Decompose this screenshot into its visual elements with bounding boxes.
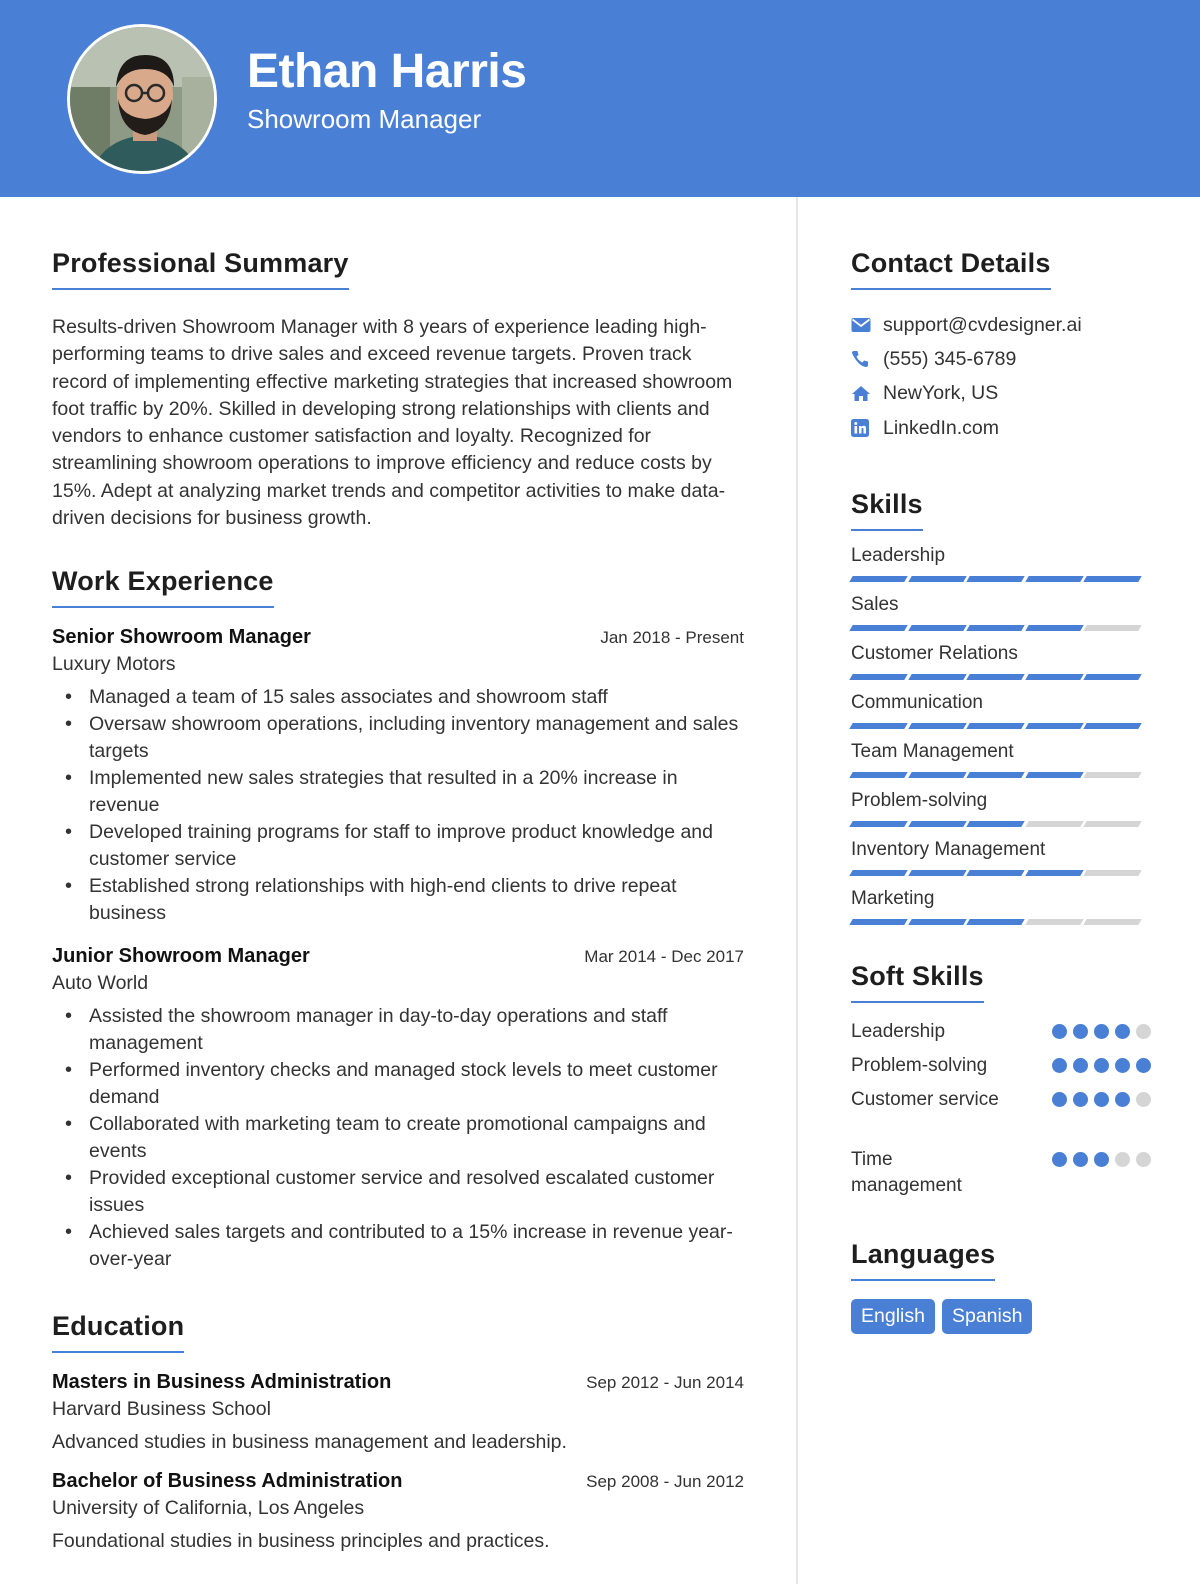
skill-level-filled bbox=[908, 821, 966, 827]
rating-dot-filled bbox=[1094, 1024, 1109, 1039]
skill-item bbox=[851, 839, 1151, 876]
languages-section bbox=[851, 1239, 1151, 1334]
candidate-name: Ethan Harris bbox=[247, 45, 527, 98]
soft-skill-name: Customer service bbox=[851, 1089, 999, 1111]
skill-level-empty bbox=[1083, 821, 1141, 827]
skill-level-filled bbox=[908, 723, 966, 729]
skill-level-filled bbox=[966, 870, 1024, 876]
skill-level-filled bbox=[966, 674, 1024, 680]
resume-header bbox=[0, 0, 1200, 197]
skill-level-bar bbox=[851, 625, 1151, 631]
skill-item bbox=[851, 545, 1151, 582]
skill-item bbox=[851, 692, 1151, 729]
skill-level-filled bbox=[849, 674, 907, 680]
rating-dot-filled bbox=[1115, 1024, 1130, 1039]
education-section bbox=[52, 1311, 744, 1553]
skill-item bbox=[851, 643, 1151, 680]
skill-level-filled bbox=[908, 919, 966, 925]
linkedin-link[interactable]: LinkedIn.com bbox=[883, 416, 999, 439]
skill-name: Leadership bbox=[851, 545, 946, 567]
soft-skill-item bbox=[851, 1087, 1151, 1113]
side-column bbox=[851, 248, 1151, 1334]
contact-section bbox=[851, 248, 1151, 445]
phone-text: (555) 345-6789 bbox=[883, 347, 1017, 370]
rating-dot-filled bbox=[1094, 1058, 1109, 1073]
skill-level-filled bbox=[1083, 576, 1141, 582]
degree-name: Bachelor of Business Administration bbox=[52, 1470, 403, 1493]
job-date: Mar 2014 - Dec 2017 bbox=[584, 947, 744, 967]
list-item: • Assisted the showroom manager in day-to-day operations and staff management bbox=[52, 1003, 744, 1057]
rating-dot-filled bbox=[1073, 1092, 1088, 1107]
contact-phone bbox=[851, 342, 1151, 376]
skills-section bbox=[851, 489, 1151, 925]
soft-skills-list bbox=[851, 1019, 1151, 1199]
skill-level-bar bbox=[851, 576, 1151, 582]
rating-dot-filled bbox=[1073, 1024, 1088, 1039]
contact-location bbox=[851, 377, 1151, 411]
soft-skill-rating bbox=[1046, 1092, 1151, 1107]
list-item: • Performed inventory checks and managed stock levels to meet customer demand bbox=[52, 1057, 744, 1111]
skill-level-filled bbox=[849, 576, 907, 582]
job-date: Jan 2018 - Present bbox=[600, 628, 744, 648]
skill-level-filled bbox=[966, 772, 1024, 778]
skill-level-filled bbox=[966, 625, 1024, 631]
skills-list bbox=[851, 545, 1151, 925]
education-heading: Education bbox=[52, 1311, 184, 1353]
skill-level-bar bbox=[851, 821, 1151, 827]
soft-skill-item bbox=[851, 1053, 1151, 1079]
skill-level-filled bbox=[966, 919, 1024, 925]
summary-heading: Professional Summary bbox=[52, 248, 349, 290]
skill-level-filled bbox=[1025, 870, 1083, 876]
experience-heading: Work Experience bbox=[52, 566, 274, 608]
location-text: NewYork, US bbox=[883, 382, 999, 405]
skill-level-filled bbox=[1025, 625, 1083, 631]
skill-level-filled bbox=[849, 919, 907, 925]
list-item: • Provided exceptional customer service and resolved escalated customer issues bbox=[52, 1165, 744, 1219]
soft-skills-heading: Soft Skills bbox=[851, 961, 984, 1003]
job-entry bbox=[52, 626, 744, 927]
education-description: Advanced studies in business management and leadership. bbox=[52, 1431, 567, 1454]
rating-dot-filled bbox=[1052, 1024, 1067, 1039]
rating-dot-filled bbox=[1052, 1092, 1067, 1107]
skill-level-filled bbox=[1083, 674, 1141, 680]
languages-heading: Languages bbox=[851, 1239, 995, 1281]
soft-skill-name: Problem-solving bbox=[851, 1055, 988, 1077]
skill-level-empty bbox=[1083, 919, 1141, 925]
skill-level-filled bbox=[966, 723, 1024, 729]
skill-level-empty bbox=[1025, 821, 1083, 827]
skill-level-bar bbox=[851, 870, 1151, 876]
soft-skill-item bbox=[851, 1147, 1151, 1199]
job-role: Junior Showroom Manager bbox=[52, 945, 310, 968]
skill-level-filled bbox=[1025, 772, 1083, 778]
skill-level-filled bbox=[849, 723, 907, 729]
skill-item bbox=[851, 741, 1151, 778]
phone-icon bbox=[851, 350, 883, 368]
soft-skill-name: Leadership bbox=[851, 1021, 946, 1043]
skill-level-filled bbox=[849, 821, 907, 827]
skill-level-empty bbox=[1025, 919, 1083, 925]
rating-dot-filled bbox=[1136, 1058, 1151, 1073]
summary-section bbox=[52, 248, 744, 532]
skill-level-empty bbox=[1083, 625, 1141, 631]
rating-dot-empty bbox=[1136, 1152, 1151, 1167]
skill-level-filled bbox=[966, 576, 1024, 582]
skill-item bbox=[851, 888, 1151, 925]
school-name: University of California, Los Angeles bbox=[52, 1497, 365, 1520]
language-tags bbox=[851, 1299, 1151, 1334]
summary-text: Results-driven Showroom Manager with 8 years of experience leading high-performing teams to drive sales and exceed revenue targets. Proven track record of implementing effective marketing strategies that increased showroom foot traffic by 20%. Skilled in developing strong relationships with clients and vendors to enhance customer satisfaction and loyalty. Recognized for streamlining showroom operations to improve efficiency and reduce costs by 15%. Adept at analyzing market trends and competitor activities to make data-driven decisions for business growth. bbox=[52, 316, 733, 530]
soft-skill-rating bbox=[1046, 1152, 1151, 1167]
language-tag-spanish: Spanish bbox=[942, 1299, 1032, 1334]
skill-level-filled bbox=[908, 674, 966, 680]
skill-level-bar bbox=[851, 772, 1151, 778]
rating-dot-filled bbox=[1073, 1152, 1088, 1167]
school-name: Harvard Business School bbox=[52, 1398, 271, 1421]
job-entry bbox=[52, 945, 744, 1273]
rating-dot-filled bbox=[1094, 1092, 1109, 1107]
skill-level-filled bbox=[1083, 723, 1141, 729]
skill-level-filled bbox=[849, 772, 907, 778]
contact-heading: Contact Details bbox=[851, 248, 1051, 290]
skill-name: Sales bbox=[851, 594, 899, 616]
contact-email bbox=[851, 308, 1151, 342]
soft-skill-item bbox=[851, 1019, 1151, 1045]
soft-skill-rating bbox=[1046, 1024, 1151, 1039]
education-entry bbox=[52, 1470, 744, 1553]
job-company: Auto World bbox=[52, 972, 149, 995]
soft-skills-section bbox=[851, 961, 1151, 1199]
language-tag-english: English bbox=[851, 1299, 935, 1334]
skill-item bbox=[851, 790, 1151, 827]
education-date: Sep 2008 - Jun 2012 bbox=[586, 1472, 744, 1492]
envelope-icon bbox=[851, 317, 883, 333]
skill-item bbox=[851, 594, 1151, 631]
skill-level-filled bbox=[849, 625, 907, 631]
skill-level-filled bbox=[849, 870, 907, 876]
education-entry bbox=[52, 1371, 744, 1454]
skill-level-filled bbox=[1025, 674, 1083, 680]
rating-dot-filled bbox=[1052, 1058, 1067, 1073]
candidate-title: Showroom Manager bbox=[247, 104, 482, 134]
degree-name: Masters in Business Administration bbox=[52, 1371, 392, 1394]
skill-level-empty bbox=[1083, 870, 1141, 876]
rating-dot-empty bbox=[1115, 1152, 1130, 1167]
skill-level-filled bbox=[908, 772, 966, 778]
soft-skill-rating bbox=[1046, 1058, 1151, 1073]
skill-level-filled bbox=[1025, 723, 1083, 729]
skill-level-filled bbox=[908, 870, 966, 876]
list-item: • Managed a team of 15 sales associates and showroom staff bbox=[52, 684, 744, 711]
home-icon bbox=[851, 385, 883, 402]
job-company: Luxury Motors bbox=[52, 653, 176, 676]
profile-photo bbox=[70, 27, 217, 174]
list-item: • Implemented new sales strategies that resulted in a 20% increase in revenue bbox=[52, 765, 744, 819]
job-role: Senior Showroom Manager bbox=[52, 626, 311, 649]
rating-dot-empty bbox=[1136, 1092, 1151, 1107]
skill-name: Problem-solving bbox=[851, 790, 988, 812]
skill-level-filled bbox=[1025, 576, 1083, 582]
list-item: • Established strong relationships with high-end clients to drive repeat business bbox=[52, 873, 744, 927]
job-bullets bbox=[52, 684, 744, 927]
email-text: support@cvdesigner.ai bbox=[883, 313, 1082, 336]
skill-level-filled bbox=[966, 821, 1024, 827]
list-item: • Oversaw showroom operations, including inventory management and sales targets bbox=[52, 711, 744, 765]
education-date: Sep 2012 - Jun 2014 bbox=[586, 1373, 744, 1393]
rating-dot-empty bbox=[1136, 1024, 1151, 1039]
skill-name: Team Management bbox=[851, 741, 1014, 763]
avatar bbox=[67, 24, 217, 174]
column-divider bbox=[796, 197, 798, 1584]
rating-dot-filled bbox=[1115, 1058, 1130, 1073]
rating-dot-filled bbox=[1115, 1092, 1130, 1107]
soft-skill-name: Time management bbox=[851, 1149, 962, 1197]
skill-name: Customer Relations bbox=[851, 643, 1018, 665]
education-description: Foundational studies in business principles and practices. bbox=[52, 1530, 550, 1553]
list-item: • Developed training programs for staff to improve product knowledge and customer service bbox=[52, 819, 744, 873]
contact-linkedin[interactable] bbox=[851, 411, 1151, 445]
skill-name: Marketing bbox=[851, 888, 935, 910]
skill-level-filled bbox=[908, 625, 966, 631]
job-bullets bbox=[52, 1003, 744, 1273]
rating-dot-filled bbox=[1094, 1152, 1109, 1167]
skill-level-bar bbox=[851, 919, 1151, 925]
main-column bbox=[52, 248, 744, 1553]
skill-level-filled bbox=[908, 576, 966, 582]
experience-section bbox=[52, 566, 744, 1273]
list-item: • Collaborated with marketing team to create promotional campaigns and events bbox=[52, 1111, 744, 1165]
skill-level-bar bbox=[851, 674, 1151, 680]
rating-dot-filled bbox=[1073, 1058, 1088, 1073]
skill-level-empty bbox=[1083, 772, 1141, 778]
skills-heading: Skills bbox=[851, 489, 923, 531]
list-item: • Achieved sales targets and contributed to a 15% increase in revenue year-over-year bbox=[52, 1219, 744, 1273]
skill-name: Communication bbox=[851, 692, 983, 714]
skill-level-bar bbox=[851, 723, 1151, 729]
linkedin-icon bbox=[851, 419, 883, 437]
rating-dot-filled bbox=[1052, 1152, 1067, 1167]
skill-name: Inventory Management bbox=[851, 839, 1046, 861]
